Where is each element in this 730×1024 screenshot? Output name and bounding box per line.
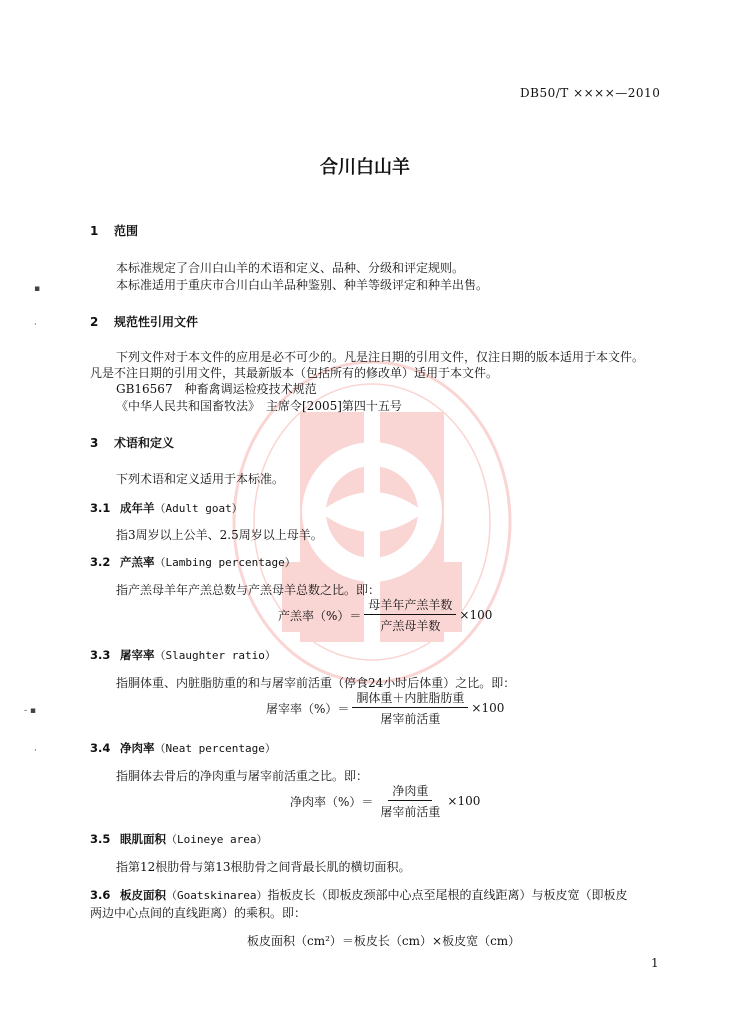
term-definition-goatskin-area-cont: 两边中心点间的直线距离）的乘积。即： [90, 906, 307, 920]
term-heading-loineye-area: 3.5 眼肌面积（Loineye area） [90, 832, 268, 846]
scan-mark: · [34, 746, 37, 756]
term-definition-neat-percentage: 指胴体去骨后的净肉重与屠宰前活重之比。即： [116, 769, 369, 783]
fraction: $\frac{\text{胴体重＋内脏脂肪重}}{\text{屠宰前活重}}$ [352, 689, 468, 727]
term-goatskin-area: 3.6 板皮面积（Goatskinarea）指板皮长（即板皮颈部中心点至尾根的直线距离）与板皮宽（即板皮 [90, 888, 628, 902]
document-title: 合川白山羊 [320, 157, 410, 178]
references-paragraph: 下列文件对于本文件的应用是必不可少的。凡是注日期的引用文件，仅注日期的版本适用于本文件。 [116, 350, 645, 364]
scan-mark: ▪ [34, 284, 41, 294]
standard-code: DB50/T ××××—2010 [520, 86, 661, 100]
term-heading-lambing-percentage: 3.2 产羔率（Lambing percentage） [90, 555, 296, 569]
scan-mark: - ▪ [24, 706, 37, 716]
formula-lambing-percentage: 产羔率（%）＝ $\frac{\text{母羊年产羔羊数}}{\text{产羔母羊数}}$ ×100 [278, 598, 493, 633]
term-heading-neat-percentage: 3.4 净肉率（Neat percentage） [90, 741, 276, 755]
term-heading-goatskin-area: 3.6 板皮面积（Goatskinarea） [90, 888, 268, 902]
formula-slaughter-ratio: 屠宰率（%）＝ $\frac{\text{胴体重＋内脏脂肪重}}{\text{屠宰前活重}}$ ×100 [266, 691, 505, 726]
terms-intro: 下列术语和定义适用于本标准。 [116, 472, 285, 486]
term-definition-adult-goat: 指3周岁以上公羊、2.5周岁以上母羊。 [116, 528, 323, 542]
term-definition-lambing-percentage: 指产羔母羊年产羔总数与产羔母羊总数之比。即： [116, 583, 381, 597]
reference-item-gb16567: GB16567 种畜禽调运检疫技术规范 [116, 382, 317, 396]
reference-item-animal-husbandry-law: 《中华人民共和国畜牧法》 主席令[2005]第四十五号 [116, 399, 402, 413]
section-heading-scope: 1 范围 [90, 224, 139, 238]
references-paragraph-cont: 凡是不注日期的引用文件，其最新版本（包括所有的修改单）适用于本文件。 [90, 366, 499, 380]
section-heading-terms: 3 术语和定义 [90, 436, 175, 450]
term-definition-slaughter-ratio: 指胴体重、内脏脂肪重的和与屠宰前活重（停食24小时后体重）之比。即： [116, 676, 516, 690]
scope-paragraph-1: 本标准规定了合川白山羊的术语和定义、品种、分级和评定规则。 [116, 261, 465, 275]
term-definition-loineye-area: 指第12根肋骨与第13根肋骨之间背最长肌的横切面积。 [116, 860, 411, 874]
page-number: 1 [651, 956, 659, 970]
term-heading-slaughter-ratio: 3.3 屠宰率（Slaughter ratio） [90, 648, 276, 662]
fraction: $\frac{\text{母羊年产羔羊数}}{\text{产羔母羊数}}$ [364, 596, 456, 634]
term-heading-adult-goat: 3.1 成年羊（Adult goat） [90, 501, 243, 515]
scope-paragraph-2: 本标准适用于重庆市合川白山羊品种鉴别、种羊等级评定和种羊出售。 [116, 278, 489, 292]
formula-neat-percentage: 净肉率（%）＝ $\frac{\text{净肉重}}{\text{屠宰前活重}}$ ×100 [290, 784, 481, 819]
formula-goatskin-area: 板皮面积（cm²）＝板皮长（cm）×板皮宽（cm） [247, 934, 521, 948]
fraction: $\frac{\text{净肉重}}{\text{屠宰前活重}}$ [380, 784, 441, 819]
scan-mark: · [34, 320, 37, 330]
section-heading-references: 2 规范性引用文件 [90, 315, 199, 329]
